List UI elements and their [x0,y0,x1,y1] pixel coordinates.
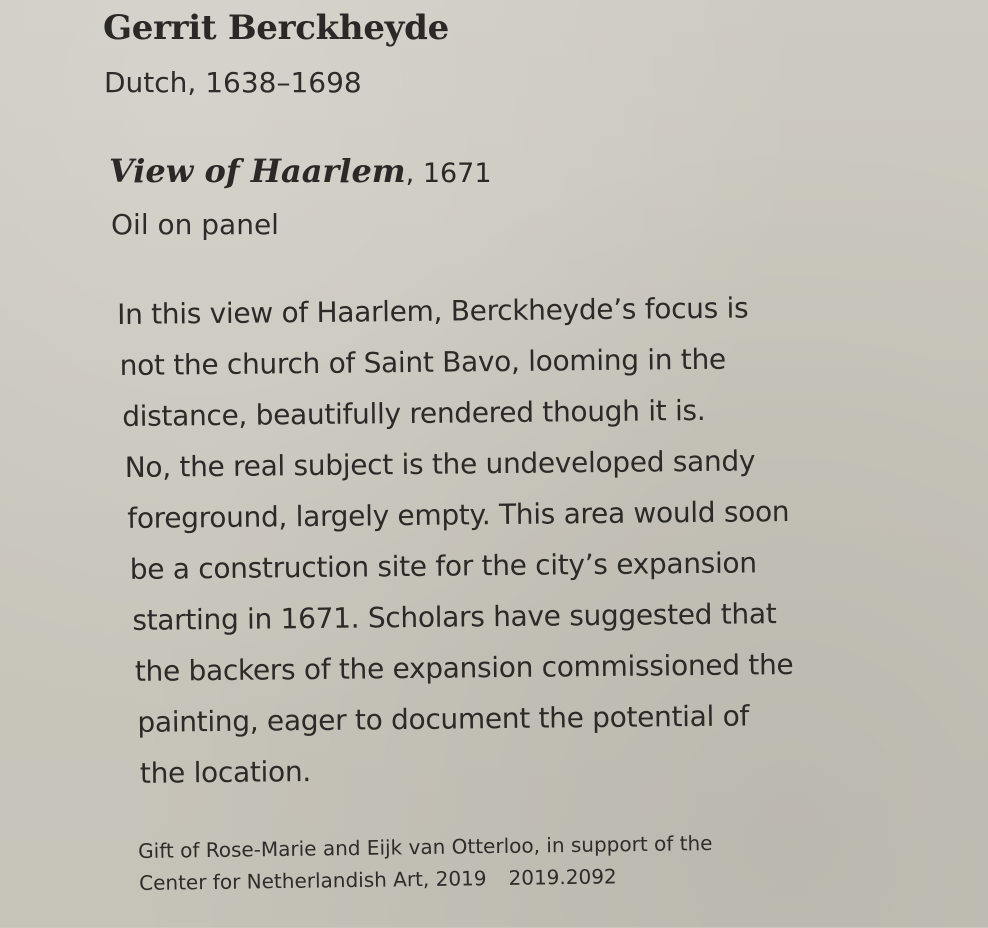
credit-text: Center for Netherlandish Art, 2019 [139,866,487,895]
description-line: the location. [139,755,312,790]
description-line: distance, beautifully rendered though it is. [122,393,706,433]
artwork-medium: Oil on panel [111,208,279,241]
credit-line-1: Gift of Rose-Marie and Eijk van Otterloo, in support of the [138,830,713,863]
accession-number: 2019.2092 [508,864,617,890]
description-line: starting in 1671. Scholars have suggested that [132,597,777,637]
artwork-year: , 1671 [405,158,492,189]
description-line: be a construction site for the city’s expansion [129,546,757,586]
description-line: In this view of Haarlem, Berckheyde’s focus is [116,291,749,332]
description-line: the backers of the expansion commissioned the [134,647,794,688]
description-line: No, the real subject is the undeveloped sandy [124,444,756,484]
description-line: painting, eager to document the potential of [137,699,750,739]
artist-name: Gerrit Berckheyde [103,8,449,48]
artwork-title: View of Haarlem [109,152,406,190]
description-line: not the church of Saint Bavo, looming in the [119,342,727,383]
artist-nationality-dates: Dutch, 1638–1698 [104,66,362,99]
description-line: foreground, largely empty. This area would soon [127,495,790,535]
